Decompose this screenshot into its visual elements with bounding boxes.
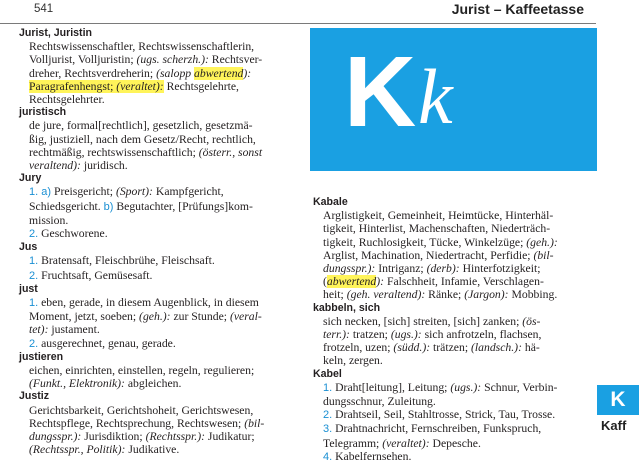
entry-line [19,377,300,390]
entry-line [313,249,588,262]
entry-text: Jurisdiktion; [81,430,146,444]
entry-text: zur Stunde; [170,310,230,324]
entry-text: Kabelfernsehen. [332,449,412,463]
letter-section-banner [310,28,597,171]
entry-headword: juristisch [19,106,67,119]
entry-text: eben, gerade, in diesem Augenblick, in diesem [38,296,259,310]
entry-text: tratzen; [349,328,391,342]
entry-text: mission. [29,213,69,227]
entry-text: heit; [323,288,347,302]
usage-label: (ugs.): [450,380,482,394]
highlighted-text: (veraltet): [116,79,164,93]
sense-number: 2. [323,409,333,422]
usage-label: (landsch.): [471,341,522,355]
entry-text: ( [323,275,327,289]
entry-text: Falschheit, Infamie, Verschlagen- [384,275,544,289]
usage-label: (Sport): [115,185,153,199]
big-letter-lower: k [418,53,453,140]
entry-line [19,53,300,66]
entry-text: dreher, Rechtsverdreherin; [29,66,157,80]
thumb-index-word: Kaff [601,418,627,433]
entry-text: Arglist, Machination, Niedertracht, Perfidie; [323,248,534,262]
entry-line [313,437,588,450]
entry-text: rechtmäßig, rechtswissenschaftlich; [29,145,199,159]
entry-text: Ränke; [425,288,465,302]
usage-label: ): [376,275,385,289]
entry-text: Schnur, Verbin- [481,380,558,394]
entry-text: eichen, einrichten, einstellen, regeln, regulieren; [29,364,255,378]
entry-line [19,67,300,80]
entry-line [19,227,300,241]
entry-line [19,296,300,310]
usage-label: (ös- [522,314,541,328]
entry-line [19,40,300,53]
entry-text: trätzen; [430,341,471,355]
entry-line [313,341,588,354]
usage-label: (ugs. scherzh.): [136,53,209,67]
entry-line [313,209,588,222]
entry-headword: Kabale [313,196,348,208]
entry-line [19,185,300,199]
entry-text: keln, zergen. [323,354,383,368]
usage-label: (derb): [426,262,460,276]
entry-line [19,417,300,430]
sense-number: 4. [323,450,333,463]
usage-label: terr.): [323,328,350,342]
usage-label: (geh. veraltend): [346,288,426,302]
entry-line [19,254,300,268]
usage-label: veraltend): [29,159,81,173]
sense-number: 1. [323,381,333,394]
entry-text: Preisgericht; [51,185,116,199]
entry-headword: Justiz [19,390,50,403]
entry-text: sich anfrotzeln, flachsen, [421,328,542,342]
entry-text: abgleichen. [124,377,182,391]
entry-text: Judikatur; [204,430,255,444]
entry-text: Schiedsgericht. [29,199,104,213]
entry-line [313,354,588,367]
sense-number: 1. [29,255,39,268]
entry-text: ßig, justiziell, nach dem Gesetz/Recht, rechtlich, [29,132,256,146]
entry-line [19,200,300,214]
entry-text: Bratensaft, Fleischbrühe, Fleischsaft. [38,254,215,268]
entry-line [313,328,588,341]
entry-line [19,310,300,323]
entry-text: Volljurist, Volljuristin; [29,53,137,67]
entry-text: tigkeit, Ruchlosigkeit, Tücke, Winkelzüge; [323,235,527,249]
sense-number: 2. [29,337,39,350]
entry-line [19,269,300,283]
usage-label: (salopp [156,66,195,80]
entry-text: tigkeit, Hinterlist, Machenschaften, Niederträch- [323,222,551,236]
sense-number: 1. [29,297,39,310]
usage-label: (ugs.): [390,328,422,342]
entry-line [313,222,588,235]
usage-label: (österr., sonst [198,145,263,159]
entry-text: de jure, formal[rechtlich], gesetzlich, gesetzmä- [29,119,253,133]
entry-text: Rechtsgelehrte, [163,79,239,93]
entry-headword: kabbeln, sich [313,301,381,314]
usage-label: (bil- [533,248,554,262]
usage-label: (Jargon): [464,288,509,302]
entry-line [19,159,300,172]
entry-line [313,422,588,436]
entry-text: Judikative. [125,443,180,457]
entry-line [19,119,300,132]
entry-text: Rechtspflege, Rechtsprechung, Rechtswesen; [29,416,245,430]
entry-text: Arglistigkeit, Gemeinheit, Heimtücke, Hinterhäl- [323,209,554,223]
thumb-index-tab[interactable]: K [597,385,639,415]
page-running-title: Jurist – Kaffeetasse [451,1,584,17]
entry-text: frotzeln, uzen; [323,341,394,355]
usage-label: ): [243,66,252,80]
entry-headword: Jury [19,172,42,185]
entry-text: juridisch. [80,159,128,173]
entry-line [19,146,300,159]
sense-number: 2. [29,269,39,282]
usage-label: (bil- [244,416,265,430]
usage-label: (südd.): [393,341,431,355]
usage-label: (geh.): [139,310,171,324]
entry-line [313,395,588,408]
entry-headword: justieren [19,350,64,363]
entry-text: Draht[leitung], Leitung; [332,380,451,394]
entry-text: Drahtnachricht, Fernschreiben, Funkspruch, [332,422,542,436]
sense-number: 2. [29,228,39,241]
entry-line [19,364,300,377]
usage-label: (geh.): [526,235,558,249]
entry-line [19,133,300,146]
entry-text: Drahtseil, Seil, Stahltrosse, Strick, Tau, Trosse. [332,408,556,422]
entry-text: Rechtswissenschaftler, Rechtswissenschaftlerin, [29,40,255,54]
entry-line [313,408,588,422]
entry-line [313,381,588,395]
entry-text: Rechtsver- [208,53,263,67]
usage-label: tet): [29,323,49,337]
entry-line [313,315,588,328]
entry-headword: Jus [19,241,38,254]
entry-line [19,443,300,456]
entry-text: justament. [48,323,100,337]
entry-line [19,214,300,227]
page-number: 541 [34,3,54,15]
entry-line [19,337,300,351]
big-letter-upper: K [344,36,417,148]
entry-text: Fruchtsaft, Gemüsesaft. [38,268,153,282]
entry-headword: just [19,282,38,295]
entry-text: Kampfgericht, [152,185,224,199]
entry-text: Begutachter, [Prüfungs]kom- [113,199,253,213]
entry-text: Gerichtsbarkeit, Gerichtshoheit, Gerichtswesen, [29,403,254,417]
entry-line [313,288,588,301]
entry-line [19,323,300,336]
entry-line [19,404,300,417]
highlighted-text: abwertend [194,66,244,80]
sense-number: 3. [323,423,333,436]
usage-label: (Funkt., Elektronik): [29,377,125,391]
left-column [19,27,300,457]
usage-label: (veraltet): [382,436,430,450]
entry-line [313,262,588,275]
usage-label: dungsspr.): [323,262,376,276]
entry-text: Telegramm; [323,436,383,450]
entry-line [19,93,300,106]
entry-headword: Kabel [313,367,342,380]
usage-label: (Rechtsspr.): [145,430,205,444]
usage-label: (veral- [229,310,262,324]
entry-line [313,275,588,288]
sense-number: b) [103,200,114,213]
entry-text: ausgerechnet, genau, gerade. [38,336,176,350]
entry-text: Mobbing. [508,288,558,302]
usage-label: dungsspr.): [29,430,82,444]
entry-headword: Jurist, Juristin [19,27,92,39]
usage-label: (Rechtsspr., Politik): [29,443,126,457]
entry-line [313,236,588,249]
entry-text: sich necken, [sich] streiten, [sich] zanken; [323,314,523,328]
entry-text: Depesche. [429,436,481,450]
entry-text: Intriganz; [375,262,427,276]
sense-number: 1. a) [29,186,52,199]
right-column [313,196,588,464]
entry-text: dungsschnur, Zuleitung. [323,395,436,409]
header-divider [0,23,596,24]
entry-text: Rechtsgelehrter. [29,93,105,107]
entry-text: hä- [521,341,540,355]
entry-text: Geschworene. [38,227,108,241]
highlighted-text: abwertend [326,275,377,289]
entry-text: Moment, jetzt, soeben; [29,310,140,324]
entry-line [19,80,300,93]
entry-text: Hinterfotzigkeit; [459,262,541,276]
highlighted-text: Paragrafenhengst; [29,79,117,93]
entry-line [313,450,588,464]
entry-line [19,430,300,443]
